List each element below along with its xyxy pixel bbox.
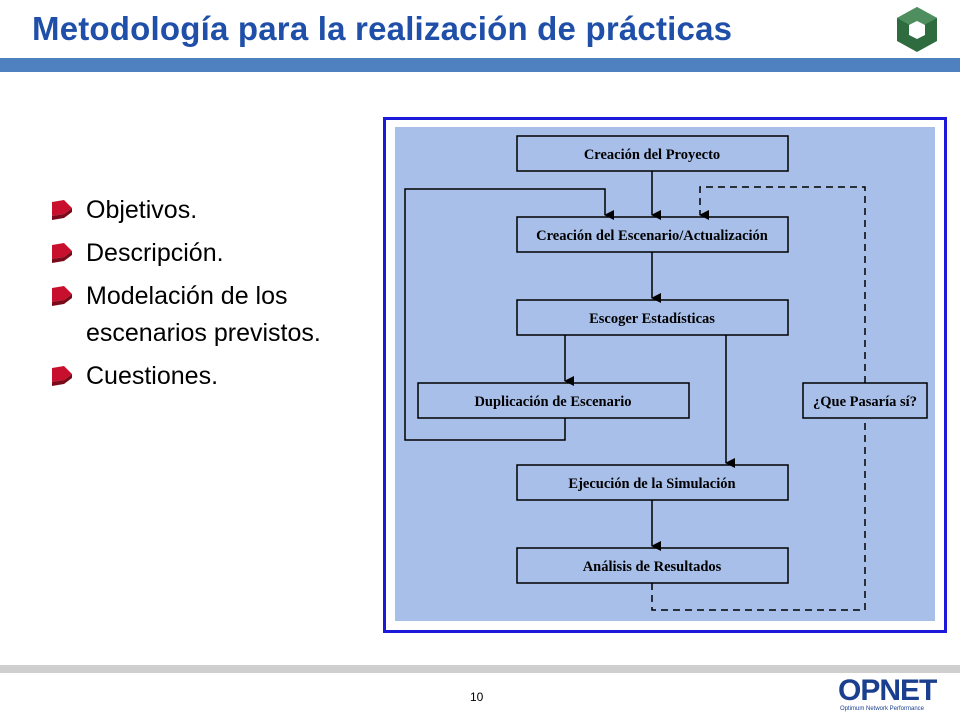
opnet-logo-tagline: Optimum Network Performance <box>840 706 925 712</box>
bullet-text: Cuestiones. <box>86 362 219 390</box>
bullet-item <box>52 278 372 352</box>
bullet-arrow-icon <box>52 364 74 388</box>
diagram-background <box>395 127 935 621</box>
bullet-arrow-icon <box>52 284 74 308</box>
bullet-text: Modelación de los escenarios previstos. <box>86 282 321 347</box>
title-bar <box>0 58 960 72</box>
slide-title: Metodología para la realización de prácticas <box>32 10 733 47</box>
node-label: Análisis de Resultados <box>582 559 722 575</box>
opnet-logo-text: OPNET <box>838 674 937 707</box>
page-number: 10 <box>470 690 484 704</box>
bullet-item <box>52 192 372 229</box>
node-label: Duplicación de Escenario <box>474 394 632 410</box>
opnet-logo <box>838 676 956 716</box>
node-label: Creación del Escenario/Actualización <box>536 228 768 244</box>
flowchart <box>395 127 935 621</box>
bullet-text: Descripción. <box>86 239 224 267</box>
bullet-list <box>52 192 372 401</box>
diagram-frame <box>383 117 947 633</box>
node-label: Escoger Estadísticas <box>589 311 715 327</box>
bullet-item <box>52 235 372 272</box>
bullet-item <box>52 358 372 395</box>
node-label: ¿Que Pasaría sí? <box>813 394 917 410</box>
node-label: Creación del Proyecto <box>583 147 721 163</box>
cube-logo-icon <box>895 5 939 53</box>
footer-bar <box>0 665 960 673</box>
bullet-arrow-icon <box>52 241 74 265</box>
bullet-arrow-icon <box>52 198 74 222</box>
bullet-text: Objetivos. <box>86 196 198 224</box>
node-label: Ejecución de la Simulación <box>568 476 736 492</box>
